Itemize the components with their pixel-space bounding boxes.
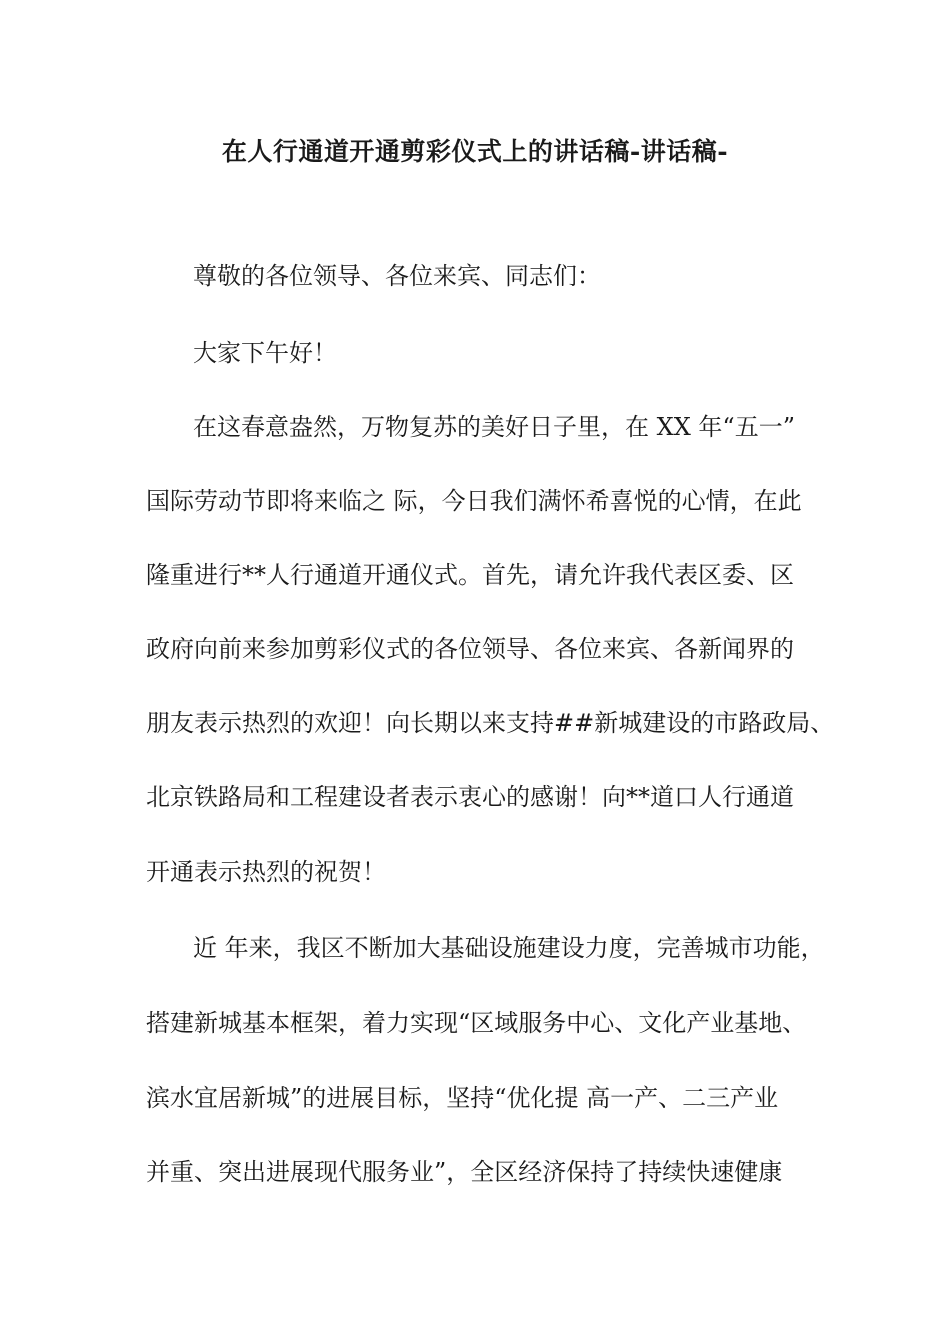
paragraph-line: 并重、突出进展现代服务业”，全区经济保持了持续快速健康 xyxy=(146,1158,783,1186)
paragraph-line: 国际劳动节即将来临之 际，今日我们满怀希喜悦的心情，在此 xyxy=(146,487,802,515)
paragraph-line: 北京铁路局和工程建设者表示衷心的感谢！向**道口人行通道 xyxy=(146,783,794,811)
paragraph-line: 滨水宜居新城”的进展目标，坚持“优化提 高一产、二三产业 xyxy=(146,1084,779,1112)
paragraph-line: 朋友表示热烈的欢迎！向长期以来支持##新城建设的市路政局、 xyxy=(146,709,835,737)
paragraph-line: 政府向前来参加剪彩仪式的各位领导、各位来宾、各新闻界的 xyxy=(146,635,794,663)
paragraph-line: 搭建新城基本框架，着力实现“区域服务中心、文化产业基地、 xyxy=(146,1009,807,1037)
paragraph-salutation: 尊敬的各位领导、各位来宾、同志们： xyxy=(193,262,601,290)
paragraph-line: 近 年来，我区不断加大基础设施建设力度，完善城市功能， xyxy=(193,934,825,962)
document-title: 在人行通道开通剪彩仪式上的讲话稿-讲话稿- xyxy=(221,137,729,166)
paragraph-line: 隆重进行**人行通道开通仪式。首先，请允许我代表区委、区 xyxy=(146,561,794,589)
paragraph-greeting: 大家下午好！ xyxy=(193,339,337,367)
paragraph-line: 在这春意盎然，万物复苏的美好日子里，在 XX 年“五一” xyxy=(193,413,795,441)
paragraph-line: 开通表示热烈的祝贺！ xyxy=(146,858,386,886)
